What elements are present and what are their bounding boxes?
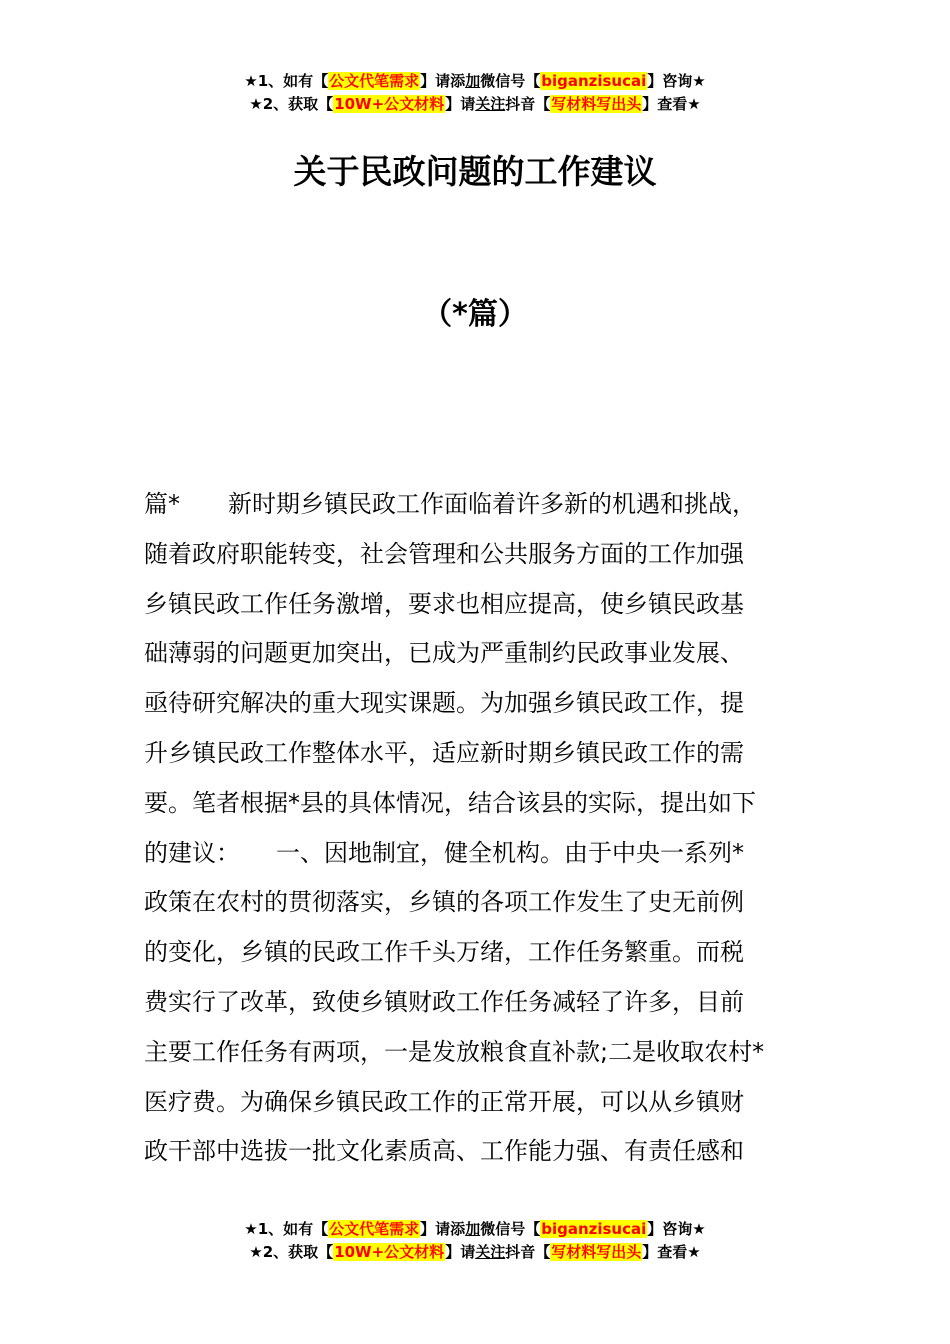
promo-text: 抖音【: [505, 1243, 551, 1261]
promo-text: 】请添: [420, 72, 466, 90]
document-subtitle: （*篇）: [422, 297, 528, 332]
body-line: 费实行了改革，致使乡镇财政工作任务减轻了许多，目前: [144, 987, 744, 1016]
body-line: 篇* 新时期乡镇民政工作面临着许多新的机遇和挑战，: [144, 490, 756, 518]
body-paragraph: [144, 480, 810, 1177]
promo-highlight: 写材料写出头: [551, 95, 642, 113]
body-line: 随着政府职能转变，社会管理和公共服务方面的工作加强: [144, 539, 744, 568]
promo-highlight: 10W+公文材料: [334, 95, 445, 113]
body-line: 升乡镇民政工作整体水平，适应新时期乡镇民政工作的需: [144, 738, 744, 767]
promo-underlined: 关注: [475, 1243, 506, 1261]
promo-text: 】查看★: [642, 95, 701, 113]
promo-line-1: [0, 1218, 950, 1241]
promo-underlined: 加: [465, 72, 481, 90]
promo-highlight: 公文代笔需求: [329, 1220, 420, 1238]
promo-text: ★2、获取【: [249, 95, 334, 113]
promo-line-1: [0, 70, 950, 93]
promo-highlight: biganzisucai: [541, 72, 647, 90]
promo-highlight: biganzisucai: [541, 1220, 647, 1238]
body-line: 要。笔者根据*县的具体情况，结合该县的实际，提出如下: [144, 788, 756, 817]
promo-text: ★1、如有【: [244, 72, 329, 90]
promo-text: ★2、获取【: [249, 1243, 334, 1261]
promo-underlined: 加: [465, 1220, 481, 1238]
body-line: 亟待研究解决的重大现实课题。为加强乡镇民政工作，提: [144, 689, 744, 718]
body-line: 的建议： 一、因地制宜，健全机构。由于中央一系列*: [144, 838, 744, 867]
promo-underlined: 关注: [475, 95, 506, 113]
promo-line-2: [0, 93, 950, 116]
promo-text: 】请: [445, 1243, 476, 1261]
promo-text: 微信号【: [480, 1220, 541, 1238]
promo-text: 】查看★: [642, 1243, 701, 1261]
document-title: 关于民政问题的工作建议: [293, 152, 657, 191]
body-line: 乡镇民政工作任务激增，要求也相应提高，使乡镇民政基: [144, 589, 744, 618]
promo-text: 】咨询★: [647, 72, 706, 90]
promo-highlight: 10W+公文材料: [334, 1243, 445, 1261]
promo-text: 】请添: [420, 1220, 466, 1238]
promo-text: 微信号【: [480, 72, 541, 90]
body-line: 医疗费。为确保乡镇民政工作的正常开展，可以从乡镇财: [144, 1087, 744, 1116]
promo-text: 】请: [445, 95, 476, 113]
promo-highlight: 公文代笔需求: [329, 72, 420, 90]
body-line: 的变化，乡镇的民政工作千头万绪，工作任务繁重。而税: [144, 938, 744, 967]
promo-text: ★1、如有【: [244, 1220, 329, 1238]
promo-highlight: 写材料写出头: [551, 1243, 642, 1261]
body-line: 主要工作任务有两项，一是发放粮食直补款;二是收取农村*: [144, 1037, 765, 1066]
body-line: 政策在农村的贯彻落实，乡镇的各项工作发生了史无前例: [144, 888, 744, 917]
body-line: 础薄弱的问题更加突出，已成为严重制约民政事业发展、: [144, 639, 744, 668]
promo-banner-bottom: [0, 1218, 950, 1264]
promo-line-2: [0, 1241, 950, 1264]
body-line: 政干部中选拔一批文化素质高、工作能力强、有责任感和: [144, 1137, 744, 1166]
promo-banner-top: [0, 70, 950, 116]
promo-text: 抖音【: [505, 95, 551, 113]
promo-text: 】咨询★: [647, 1220, 706, 1238]
